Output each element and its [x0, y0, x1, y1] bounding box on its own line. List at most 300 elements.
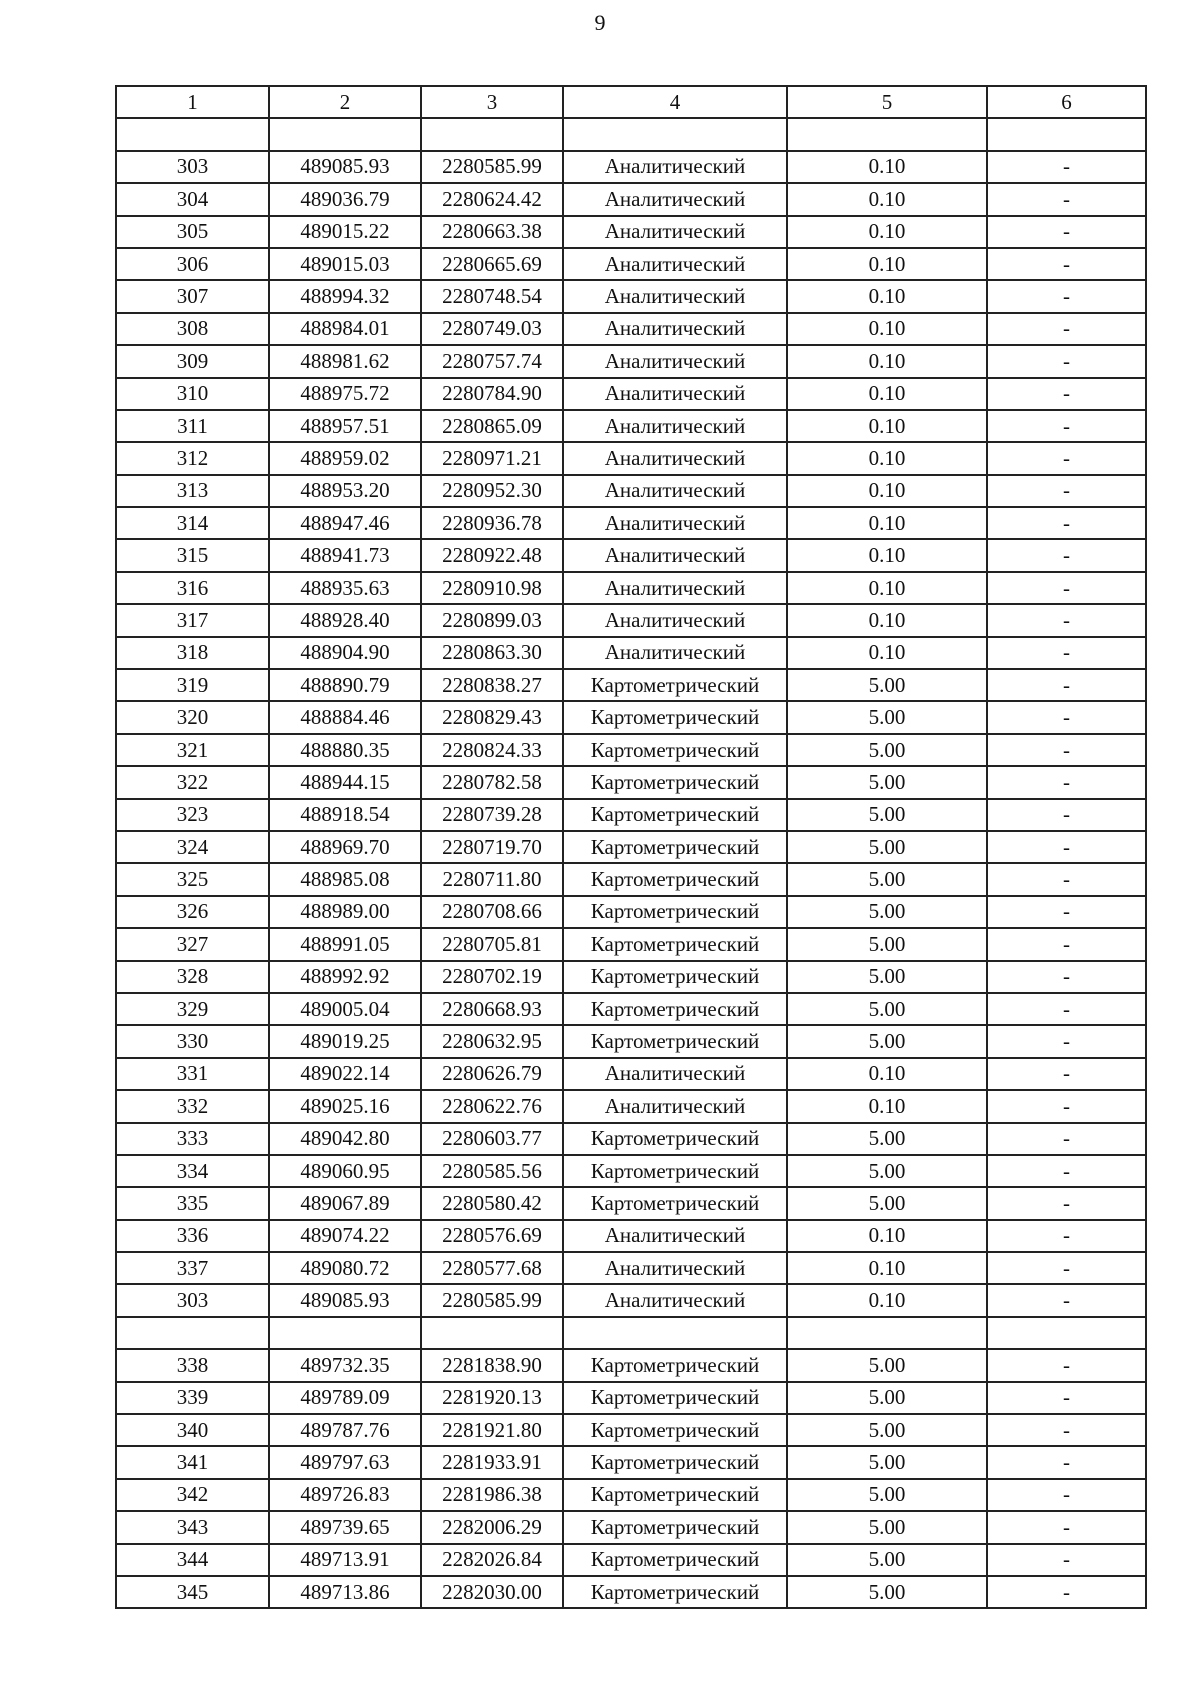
point-number-cell: 333: [116, 1123, 269, 1155]
accuracy-cell: 0.10: [787, 637, 987, 669]
method-cell: Картометрический: [563, 1576, 787, 1608]
table-row: [116, 1090, 1146, 1122]
x-coordinate-cell: 489085.93: [269, 151, 421, 183]
point-number-cell: 332: [116, 1090, 269, 1122]
y-coordinate-cell: 2280838.27: [421, 669, 563, 701]
note-cell: -: [987, 313, 1146, 345]
accuracy-cell: 5.00: [787, 1123, 987, 1155]
table-row: [116, 248, 1146, 280]
point-number-cell: 305: [116, 216, 269, 248]
table-row: [116, 507, 1146, 539]
y-coordinate-cell: [421, 118, 563, 150]
method-cell: Аналитический: [563, 1284, 787, 1316]
note-cell: -: [987, 604, 1146, 636]
point-number-cell: 339: [116, 1382, 269, 1414]
table-row: [116, 637, 1146, 669]
table-row: [116, 1252, 1146, 1284]
table-row: [116, 1317, 1146, 1349]
accuracy-cell: 5.00: [787, 831, 987, 863]
method-cell: Картометрический: [563, 669, 787, 701]
accuracy-cell: 5.00: [787, 1187, 987, 1219]
point-number-cell: 341: [116, 1446, 269, 1478]
table-row: [116, 1349, 1146, 1381]
y-coordinate-cell: 2280626.79: [421, 1058, 563, 1090]
y-coordinate-cell: 2280577.68: [421, 1252, 563, 1284]
y-coordinate-cell: 2280748.54: [421, 280, 563, 312]
point-number-cell: 306: [116, 248, 269, 280]
method-cell: Картометрический: [563, 928, 787, 960]
y-coordinate-cell: 2280971.21: [421, 442, 563, 474]
accuracy-cell: 0.10: [787, 410, 987, 442]
table-row: [116, 1414, 1146, 1446]
accuracy-cell: 5.00: [787, 993, 987, 1025]
table-row: [116, 216, 1146, 248]
note-cell: -: [987, 410, 1146, 442]
table-row: [116, 1284, 1146, 1316]
method-cell: Аналитический: [563, 637, 787, 669]
note-cell: -: [987, 1544, 1146, 1576]
accuracy-cell: 5.00: [787, 896, 987, 928]
point-number-cell: 326: [116, 896, 269, 928]
y-coordinate-cell: 2281933.91: [421, 1446, 563, 1478]
page-number: 9: [594, 10, 606, 35]
method-cell: Аналитический: [563, 604, 787, 636]
table-row: [116, 701, 1146, 733]
table-row: [116, 1544, 1146, 1576]
y-coordinate-cell: 2281921.80: [421, 1414, 563, 1446]
table-row: [116, 604, 1146, 636]
y-coordinate-cell: 2280922.48: [421, 539, 563, 571]
note-cell: -: [987, 507, 1146, 539]
point-number-cell: [116, 1317, 269, 1349]
method-cell: Картометрический: [563, 1382, 787, 1414]
x-coordinate-cell: 489036.79: [269, 183, 421, 215]
y-coordinate-cell: 2280865.09: [421, 410, 563, 442]
note-cell: -: [987, 1025, 1146, 1057]
table-row: [116, 280, 1146, 312]
x-coordinate-cell: 488975.72: [269, 378, 421, 410]
accuracy-cell: 5.00: [787, 1349, 987, 1381]
accuracy-cell: 5.00: [787, 799, 987, 831]
note-cell: -: [987, 345, 1146, 377]
column-header: 1: [116, 86, 269, 118]
x-coordinate-cell: 488985.08: [269, 863, 421, 895]
method-cell: Аналитический: [563, 151, 787, 183]
y-coordinate-cell: 2280899.03: [421, 604, 563, 636]
accuracy-cell: 5.00: [787, 1446, 987, 1478]
method-cell: Аналитический: [563, 410, 787, 442]
accuracy-cell: 0.10: [787, 604, 987, 636]
note-cell: -: [987, 1414, 1146, 1446]
y-coordinate-cell: 2280585.56: [421, 1155, 563, 1187]
y-coordinate-cell: 2280705.81: [421, 928, 563, 960]
x-coordinate-cell: [269, 118, 421, 150]
y-coordinate-cell: 2282030.00: [421, 1576, 563, 1608]
y-coordinate-cell: 2280580.42: [421, 1187, 563, 1219]
y-coordinate-cell: 2280702.19: [421, 961, 563, 993]
y-coordinate-cell: 2280784.90: [421, 378, 563, 410]
x-coordinate-cell: 488904.90: [269, 637, 421, 669]
method-cell: Картометрический: [563, 1479, 787, 1511]
method-cell: Аналитический: [563, 280, 787, 312]
note-cell: -: [987, 1479, 1146, 1511]
x-coordinate-cell: 488928.40: [269, 604, 421, 636]
accuracy-cell: 0.10: [787, 378, 987, 410]
accuracy-cell: 0.10: [787, 345, 987, 377]
x-coordinate-cell: 488981.62: [269, 345, 421, 377]
table-row: [116, 410, 1146, 442]
point-number-cell: 334: [116, 1155, 269, 1187]
table-row: [116, 1576, 1146, 1608]
point-number-cell: 345: [116, 1576, 269, 1608]
y-coordinate-cell: 2280585.99: [421, 151, 563, 183]
column-header: 4: [563, 86, 787, 118]
table-row: [116, 993, 1146, 1025]
note-cell: -: [987, 734, 1146, 766]
x-coordinate-cell: 489025.16: [269, 1090, 421, 1122]
accuracy-cell: 0.10: [787, 183, 987, 215]
x-coordinate-cell: 488984.01: [269, 313, 421, 345]
note-cell: -: [987, 766, 1146, 798]
point-number-cell: 342: [116, 1479, 269, 1511]
y-coordinate-cell: 2280782.58: [421, 766, 563, 798]
y-coordinate-cell: 2281838.90: [421, 1349, 563, 1381]
note-cell: -: [987, 961, 1146, 993]
table-row: [116, 961, 1146, 993]
method-cell: Аналитический: [563, 1220, 787, 1252]
y-coordinate-cell: 2280668.93: [421, 993, 563, 1025]
x-coordinate-cell: 488953.20: [269, 475, 421, 507]
accuracy-cell: 0.10: [787, 539, 987, 571]
note-cell: -: [987, 1220, 1146, 1252]
x-coordinate-cell: 488947.46: [269, 507, 421, 539]
x-coordinate-cell: 489015.03: [269, 248, 421, 280]
note-cell: -: [987, 701, 1146, 733]
y-coordinate-cell: 2280624.42: [421, 183, 563, 215]
point-number-cell: 344: [116, 1544, 269, 1576]
y-coordinate-cell: 2280711.80: [421, 863, 563, 895]
y-coordinate-cell: 2282026.84: [421, 1544, 563, 1576]
note-cell: -: [987, 1155, 1146, 1187]
method-cell: Картометрический: [563, 1155, 787, 1187]
note-cell: -: [987, 539, 1146, 571]
method-cell: Аналитический: [563, 1058, 787, 1090]
table-row: [116, 1479, 1146, 1511]
y-coordinate-cell: 2282006.29: [421, 1511, 563, 1543]
point-number-cell: [116, 118, 269, 150]
method-cell: Аналитический: [563, 1090, 787, 1122]
accuracy-cell: 5.00: [787, 863, 987, 895]
accuracy-cell: 5.00: [787, 1382, 987, 1414]
table-row: [116, 475, 1146, 507]
y-coordinate-cell: 2280936.78: [421, 507, 563, 539]
note-cell: -: [987, 183, 1146, 215]
point-number-cell: 337: [116, 1252, 269, 1284]
method-cell: Аналитический: [563, 539, 787, 571]
table-row: [116, 766, 1146, 798]
x-coordinate-cell: 489713.91: [269, 1544, 421, 1576]
method-cell: Картометрический: [563, 799, 787, 831]
accuracy-cell: 0.10: [787, 475, 987, 507]
note-cell: -: [987, 1511, 1146, 1543]
y-coordinate-cell: 2280863.30: [421, 637, 563, 669]
note-cell: -: [987, 1284, 1146, 1316]
x-coordinate-cell: [269, 1317, 421, 1349]
point-number-cell: 315: [116, 539, 269, 571]
y-coordinate-cell: 2280719.70: [421, 831, 563, 863]
note-cell: -: [987, 572, 1146, 604]
note-cell: [987, 118, 1146, 150]
x-coordinate-cell: 489022.14: [269, 1058, 421, 1090]
method-cell: Картометрический: [563, 734, 787, 766]
accuracy-cell: 0.10: [787, 1284, 987, 1316]
point-number-cell: 331: [116, 1058, 269, 1090]
method-cell: Аналитический: [563, 507, 787, 539]
note-cell: -: [987, 1058, 1146, 1090]
note-cell: -: [987, 928, 1146, 960]
accuracy-cell: 0.10: [787, 248, 987, 280]
method-cell: Картометрический: [563, 863, 787, 895]
y-coordinate-cell: 2280663.38: [421, 216, 563, 248]
x-coordinate-cell: 489797.63: [269, 1446, 421, 1478]
note-cell: -: [987, 1349, 1146, 1381]
note-cell: -: [987, 280, 1146, 312]
coordinates-table: [115, 85, 1147, 1609]
accuracy-cell: 5.00: [787, 701, 987, 733]
note-cell: -: [987, 896, 1146, 928]
note-cell: -: [987, 1576, 1146, 1608]
accuracy-cell: 0.10: [787, 1058, 987, 1090]
method-cell: Картометрический: [563, 1123, 787, 1155]
accuracy-cell: 5.00: [787, 1576, 987, 1608]
point-number-cell: 309: [116, 345, 269, 377]
table-row: [116, 1511, 1146, 1543]
point-number-cell: 340: [116, 1414, 269, 1446]
method-cell: Аналитический: [563, 313, 787, 345]
note-cell: -: [987, 248, 1146, 280]
x-coordinate-cell: 488991.05: [269, 928, 421, 960]
accuracy-cell: 5.00: [787, 1479, 987, 1511]
table-row: [116, 799, 1146, 831]
method-cell: [563, 1317, 787, 1349]
note-cell: -: [987, 151, 1146, 183]
point-number-cell: 314: [116, 507, 269, 539]
point-number-cell: 338: [116, 1349, 269, 1381]
y-coordinate-cell: 2280632.95: [421, 1025, 563, 1057]
accuracy-cell: 5.00: [787, 961, 987, 993]
accuracy-cell: 5.00: [787, 1155, 987, 1187]
y-coordinate-cell: 2280603.77: [421, 1123, 563, 1155]
point-number-cell: 328: [116, 961, 269, 993]
note-cell: -: [987, 442, 1146, 474]
note-cell: [987, 1317, 1146, 1349]
accuracy-cell: 0.10: [787, 313, 987, 345]
accuracy-cell: 5.00: [787, 1511, 987, 1543]
x-coordinate-cell: 489739.65: [269, 1511, 421, 1543]
x-coordinate-cell: 488918.54: [269, 799, 421, 831]
point-number-cell: 324: [116, 831, 269, 863]
note-cell: -: [987, 1382, 1146, 1414]
table-row: [116, 896, 1146, 928]
y-coordinate-cell: 2280829.43: [421, 701, 563, 733]
method-cell: Картометрический: [563, 1446, 787, 1478]
method-cell: Картометрический: [563, 1511, 787, 1543]
y-coordinate-cell: [421, 1317, 563, 1349]
method-cell: Картометрический: [563, 1414, 787, 1446]
note-cell: -: [987, 1123, 1146, 1155]
method-cell: Аналитический: [563, 378, 787, 410]
x-coordinate-cell: 489732.35: [269, 1349, 421, 1381]
point-number-cell: 318: [116, 637, 269, 669]
note-cell: -: [987, 1090, 1146, 1122]
x-coordinate-cell: 489726.83: [269, 1479, 421, 1511]
x-coordinate-cell: 488992.92: [269, 961, 421, 993]
table-row: [116, 928, 1146, 960]
point-number-cell: 336: [116, 1220, 269, 1252]
column-header: 2: [269, 86, 421, 118]
x-coordinate-cell: 488959.02: [269, 442, 421, 474]
x-coordinate-cell: 488944.15: [269, 766, 421, 798]
header-row: [116, 86, 1146, 118]
x-coordinate-cell: 488935.63: [269, 572, 421, 604]
accuracy-cell: 5.00: [787, 1025, 987, 1057]
table-row: [116, 313, 1146, 345]
method-cell: Аналитический: [563, 442, 787, 474]
x-coordinate-cell: 489074.22: [269, 1220, 421, 1252]
point-number-cell: 313: [116, 475, 269, 507]
note-cell: -: [987, 637, 1146, 669]
point-number-cell: 303: [116, 151, 269, 183]
x-coordinate-cell: 489067.89: [269, 1187, 421, 1219]
y-coordinate-cell: 2280910.98: [421, 572, 563, 604]
accuracy-cell: 0.10: [787, 151, 987, 183]
table-row: [116, 831, 1146, 863]
table-row: [116, 1025, 1146, 1057]
table-row: [116, 1446, 1146, 1478]
table-row: [116, 378, 1146, 410]
y-coordinate-cell: 2281920.13: [421, 1382, 563, 1414]
x-coordinate-cell: 488969.70: [269, 831, 421, 863]
column-header: 3: [421, 86, 563, 118]
method-cell: [563, 118, 787, 150]
accuracy-cell: [787, 1317, 987, 1349]
x-coordinate-cell: 488884.46: [269, 701, 421, 733]
note-cell: -: [987, 1252, 1146, 1284]
accuracy-cell: 5.00: [787, 928, 987, 960]
method-cell: Картометрический: [563, 961, 787, 993]
method-cell: Аналитический: [563, 216, 787, 248]
note-cell: -: [987, 1187, 1146, 1219]
table-body: [116, 118, 1146, 1608]
y-coordinate-cell: 2280739.28: [421, 799, 563, 831]
accuracy-cell: 5.00: [787, 669, 987, 701]
method-cell: Картометрический: [563, 896, 787, 928]
note-cell: -: [987, 216, 1146, 248]
method-cell: Картометрический: [563, 1349, 787, 1381]
x-coordinate-cell: 489789.09: [269, 1382, 421, 1414]
y-coordinate-cell: 2280708.66: [421, 896, 563, 928]
point-number-cell: 335: [116, 1187, 269, 1219]
method-cell: Картометрический: [563, 993, 787, 1025]
column-header: 5: [787, 86, 987, 118]
point-number-cell: 304: [116, 183, 269, 215]
x-coordinate-cell: 489085.93: [269, 1284, 421, 1316]
point-number-cell: 307: [116, 280, 269, 312]
note-cell: -: [987, 475, 1146, 507]
accuracy-cell: 0.10: [787, 507, 987, 539]
method-cell: Аналитический: [563, 345, 787, 377]
y-coordinate-cell: 2280665.69: [421, 248, 563, 280]
note-cell: -: [987, 378, 1146, 410]
x-coordinate-cell: 488994.32: [269, 280, 421, 312]
method-cell: Картометрический: [563, 766, 787, 798]
accuracy-cell: 0.10: [787, 280, 987, 312]
accuracy-cell: 5.00: [787, 1544, 987, 1576]
point-number-cell: 317: [116, 604, 269, 636]
point-number-cell: 321: [116, 734, 269, 766]
x-coordinate-cell: 489713.86: [269, 1576, 421, 1608]
accuracy-cell: 0.10: [787, 572, 987, 604]
point-number-cell: 310: [116, 378, 269, 410]
point-number-cell: 329: [116, 993, 269, 1025]
accuracy-cell: [787, 118, 987, 150]
method-cell: Аналитический: [563, 1252, 787, 1284]
x-coordinate-cell: 489080.72: [269, 1252, 421, 1284]
x-coordinate-cell: 488941.73: [269, 539, 421, 571]
table-row: [116, 1187, 1146, 1219]
x-coordinate-cell: 489060.95: [269, 1155, 421, 1187]
accuracy-cell: 0.10: [787, 1090, 987, 1122]
table-row: [116, 539, 1146, 571]
point-number-cell: 320: [116, 701, 269, 733]
point-number-cell: 327: [116, 928, 269, 960]
table-row: [116, 1220, 1146, 1252]
note-cell: -: [987, 831, 1146, 863]
table-row: [116, 345, 1146, 377]
point-number-cell: 303: [116, 1284, 269, 1316]
x-coordinate-cell: 489042.80: [269, 1123, 421, 1155]
table-row: [116, 1058, 1146, 1090]
point-number-cell: 343: [116, 1511, 269, 1543]
y-coordinate-cell: 2280576.69: [421, 1220, 563, 1252]
method-cell: Аналитический: [563, 475, 787, 507]
y-coordinate-cell: 2280952.30: [421, 475, 563, 507]
method-cell: Аналитический: [563, 248, 787, 280]
accuracy-cell: 5.00: [787, 734, 987, 766]
accuracy-cell: 0.10: [787, 1252, 987, 1284]
note-cell: -: [987, 993, 1146, 1025]
x-coordinate-cell: 489787.76: [269, 1414, 421, 1446]
y-coordinate-cell: 2281986.38: [421, 1479, 563, 1511]
y-coordinate-cell: 2280757.74: [421, 345, 563, 377]
point-number-cell: 311: [116, 410, 269, 442]
table-row: [116, 734, 1146, 766]
table-row: [116, 151, 1146, 183]
point-number-cell: 316: [116, 572, 269, 604]
x-coordinate-cell: 488880.35: [269, 734, 421, 766]
method-cell: Картометрический: [563, 1187, 787, 1219]
table-row: [116, 1123, 1146, 1155]
point-number-cell: 322: [116, 766, 269, 798]
table-row: [116, 183, 1146, 215]
method-cell: Аналитический: [563, 183, 787, 215]
method-cell: Картометрический: [563, 1544, 787, 1576]
y-coordinate-cell: 2280585.99: [421, 1284, 563, 1316]
y-coordinate-cell: 2280622.76: [421, 1090, 563, 1122]
accuracy-cell: 5.00: [787, 766, 987, 798]
x-coordinate-cell: 489015.22: [269, 216, 421, 248]
table-row: [116, 1155, 1146, 1187]
